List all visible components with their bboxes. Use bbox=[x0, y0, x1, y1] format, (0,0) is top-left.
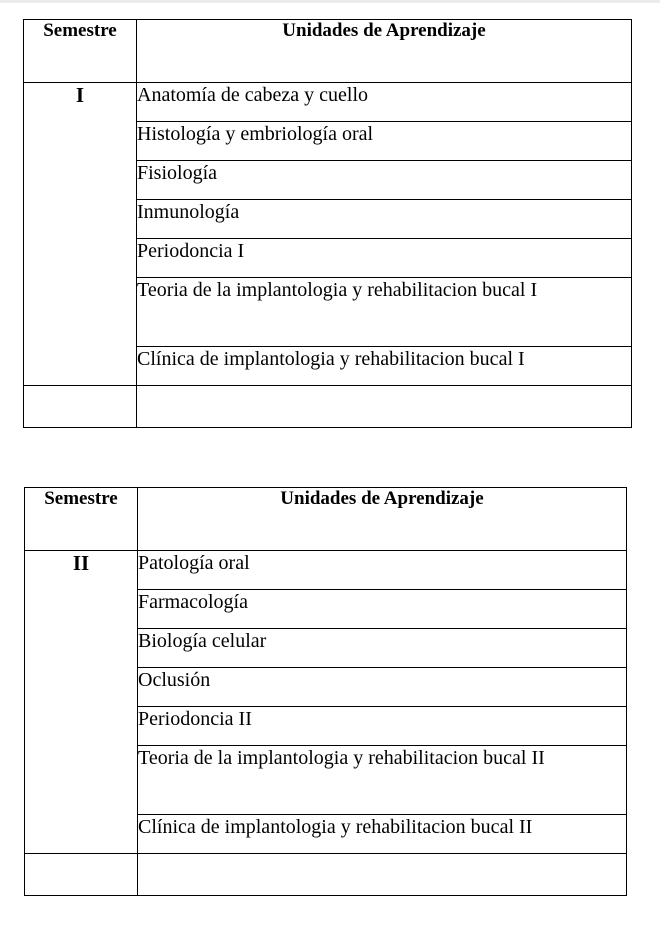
table-row bbox=[24, 83, 632, 122]
unit-cell: Histología y embriología oral bbox=[137, 122, 632, 161]
unit-cell: Inmunología bbox=[137, 200, 632, 239]
blank-row bbox=[24, 386, 632, 428]
semester-label: II bbox=[25, 551, 138, 854]
blank-cell bbox=[25, 854, 138, 896]
table-header-row bbox=[24, 20, 632, 83]
unit-cell: Anatomía de cabeza y cuello bbox=[137, 83, 632, 122]
semestre-header: Semestre bbox=[25, 488, 138, 551]
top-divider bbox=[0, 0, 660, 3]
unit-cell: Teoria de la implantologia y rehabilitacion bucal I bbox=[137, 278, 632, 347]
unit-cell: Periodoncia I bbox=[137, 239, 632, 278]
unit-cell: Farmacología bbox=[138, 590, 627, 629]
unit-cell: Clínica de implantologia y rehabilitacion bucal I bbox=[137, 347, 632, 386]
unit-cell: Clínica de implantologia y rehabilitacion bucal II bbox=[138, 815, 627, 854]
table-row bbox=[25, 551, 627, 590]
blank-cell bbox=[138, 854, 627, 896]
unit-cell: Biología celular bbox=[138, 629, 627, 668]
unit-cell: Fisiología bbox=[137, 161, 632, 200]
blank-cell bbox=[24, 386, 137, 428]
semester-label: I bbox=[24, 83, 137, 386]
unit-cell: Oclusión bbox=[138, 668, 627, 707]
semester-2-table bbox=[24, 487, 627, 896]
semestre-header: Semestre bbox=[24, 20, 137, 83]
semester-1-table bbox=[23, 19, 632, 428]
unidades-header: Unidades de Aprendizaje bbox=[138, 488, 627, 551]
table-header-row bbox=[25, 488, 627, 551]
unit-cell: Teoria de la implantologia y rehabilitacion bucal II bbox=[138, 746, 627, 815]
blank-cell bbox=[137, 386, 632, 428]
unit-cell: Periodoncia II bbox=[138, 707, 627, 746]
unit-cell: Patología oral bbox=[138, 551, 627, 590]
unidades-header: Unidades de Aprendizaje bbox=[137, 20, 632, 83]
blank-row bbox=[25, 854, 627, 896]
